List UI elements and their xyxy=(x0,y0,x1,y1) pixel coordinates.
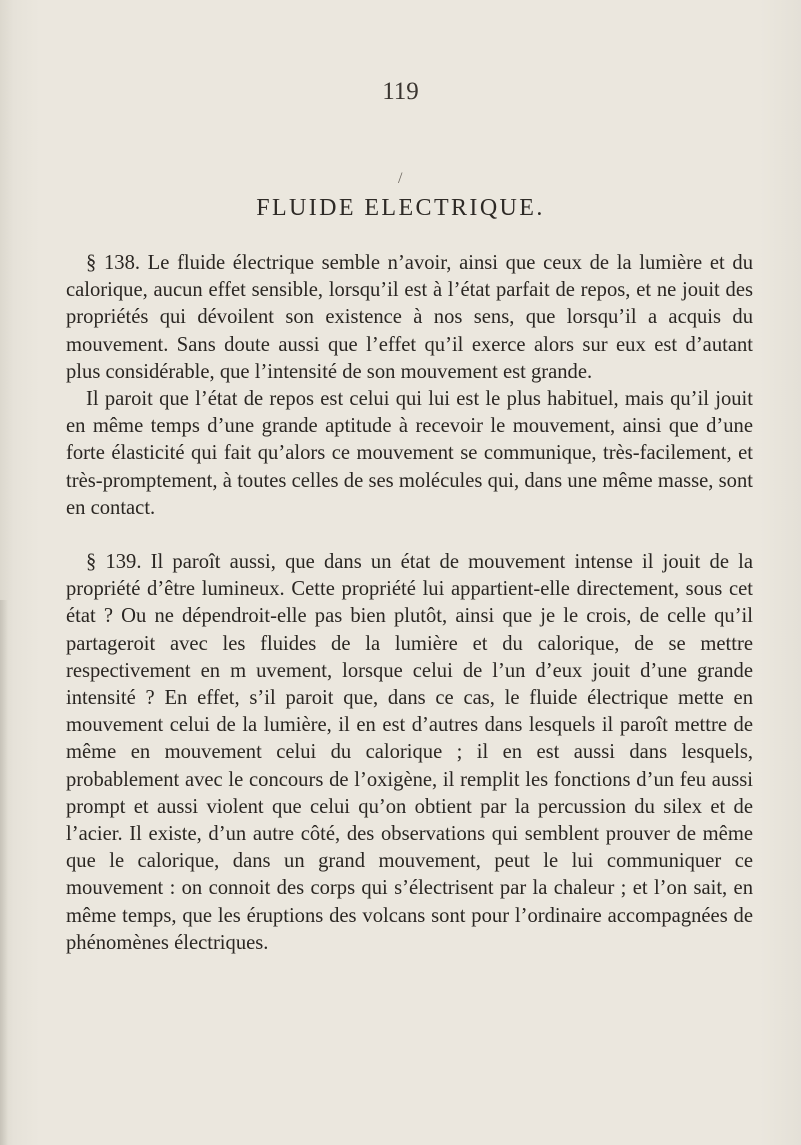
title-mark: / xyxy=(398,170,403,187)
page-number: 119 xyxy=(382,78,419,105)
page-title: FLUIDE ELECTRIQUE. xyxy=(256,195,545,221)
paragraph-138: § 138. Le fluide électrique semble n’avoir, ainsi que ceux de la lumière et du calorique, aucun effet sensible, lorsqu’il est à l’état parfait de repos, et ne jouit des propriétés qui dévoilent son existence à nos sens, que lorsqu’il a acquis du mouvement. Sans doute aussi que l’effet qu’il exerce alors sur eux est d’autant plus considérable, que l’intensité de son mouvement est grande. xyxy=(66,252,753,383)
binding-shadow xyxy=(0,600,8,1145)
paragraph-138-continued: Il paroit que l’état de repos est celui qui lui est le plus habituel, mais qu’il jouit en même temps d’une grande aptitude à recevoir le mouvement, ainsi que d’une forte élasticité qui fait qu’alors ce mouvement se communique, très-facilement, et très-promptement, à toutes celles de ses molécules qui, dans une même masse, sont en contact. xyxy=(66,388,753,519)
paragraph-139: § 139. Il paroît aussi, que dans un état de mouvement intense il jouit de la propriété d’être lumineux. Cette propriété lui appartient-elle directement, sous cet état ? Ou ne dépendroit-elle pas bien plutôt, ainsi que je le crois, de celle qu’il partageroit avec les fluides de la lumière et du calorique, de se mettre respectivement en m uvement, lorsque celui de l’un d’eux jouit d’une grande intensité ? En effet, s’il paroit que, dans ce cas, le fluide électrique mette en mouvement celui de la lumière, il en est d’autres dans lesquels il paroît mettre de même en mouvement celui du calorique ; il en est aussi dans lesquels, probablement avec le concours de l’oxigène, il remplit les fonctions d’un feu aussi prompt et aussi violent que celui qu’on obtient par la percussion du silex et de l’acier. Il existe, d’un autre côté, des observations qui semblent prouver de même que le calorique, dans un grand mouvement, peut le lui communiquer ce mouvement : on connoit des corps qui s’électrisent par la chaleur ; et l’on sait, en même temps, que les éruptions des volcans sont pour l’ordinaire accompagnées de phénomènes électriques. xyxy=(66,551,753,954)
body-text xyxy=(66,250,753,957)
paragraph-gap xyxy=(66,522,753,549)
